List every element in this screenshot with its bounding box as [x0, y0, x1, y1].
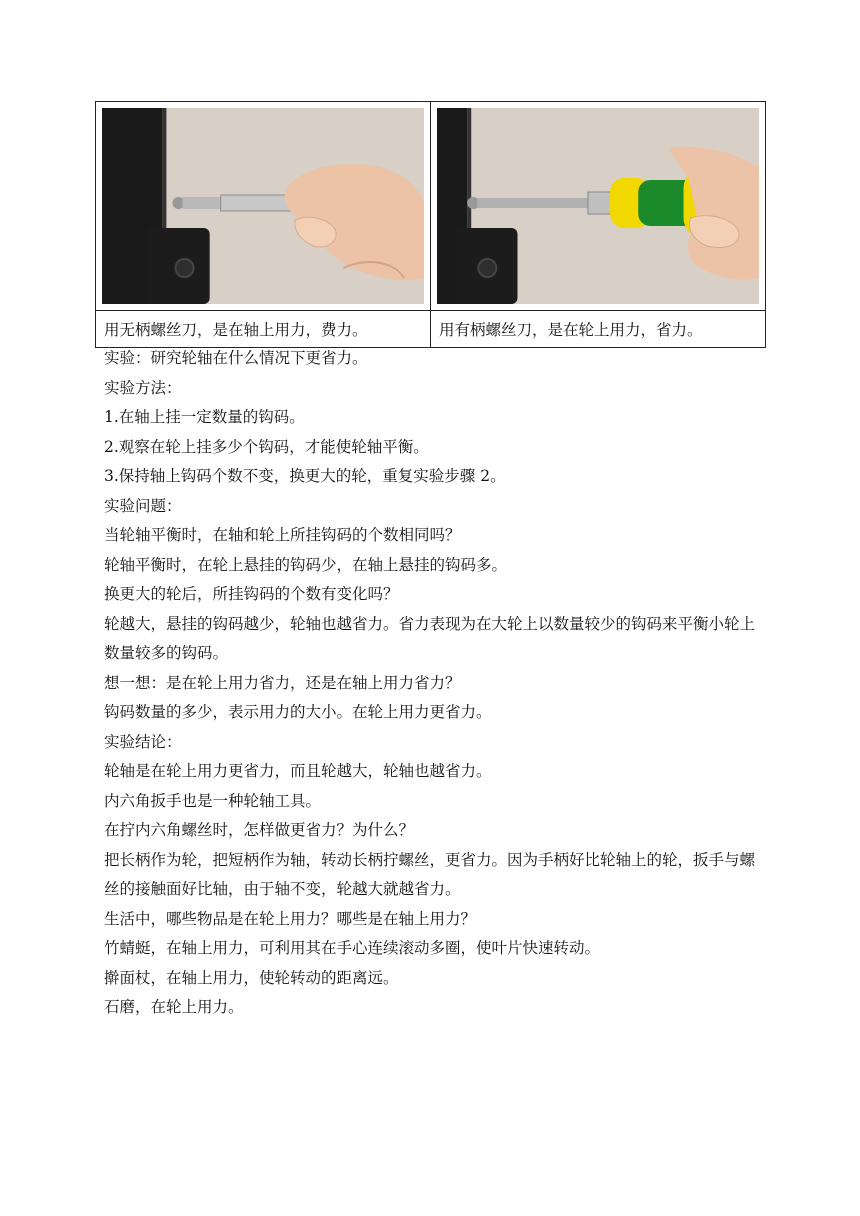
- paragraph: 实验：研究轮轴在什么情况下更省力。: [104, 349, 368, 367]
- paragraph: 钩码数量的多少，表示用力的大小。在轮上用力更省力。: [104, 703, 492, 721]
- paragraph: 轮越大，悬挂的钩码越少，轮轴也越省力。省力表现为在大轮上以数量较少的钩码来平衡小轮上数量较多的钩码。: [104, 614, 756, 662]
- paragraph: 竹蜻蜓，在轴上用力，可利用其在手心连续滚动多圈，使叶片快速转动。: [104, 939, 601, 957]
- paragraph: 生活中，哪些物品是在轮上用力？哪些是在轴上用力？: [104, 909, 477, 928]
- paragraph: 擀面杖，在轴上用力，使轮转动的距离远。: [104, 968, 399, 987]
- screwdriver-with-handle-photo: [437, 108, 759, 304]
- paragraph: 实验问题：: [104, 496, 182, 515]
- paragraph: 轮轴是在轮上用力更省力，而且轮越大，轮轴也越省力。: [104, 762, 492, 780]
- body-text: [104, 344, 760, 1023]
- paragraph: 换更大的轮后，所挂钩码的个数有变化吗？: [104, 585, 399, 603]
- photo-cell-right: [431, 102, 766, 311]
- paragraph: 把长柄作为轮，把短柄作为轴，转动长柄拧螺丝，更省力。因为手柄好比轮轴上的轮，扳手与螺丝的接触面好比轴，由于轴不变，轮越大就越省力。: [104, 850, 756, 898]
- paragraph: 2.观察在轮上挂多少个钩码，才能使轮轴平衡。: [104, 437, 429, 456]
- caption-right: 用有柄螺丝刀，是在轮上用力，省力。: [431, 311, 766, 348]
- paragraph: 当轮轴平衡时，在轴和轮上所挂钩码的个数相同吗？: [104, 526, 461, 544]
- paragraph: 内六角扳手也是一种轮轴工具。: [104, 791, 322, 810]
- paragraph: 想一想：是在轮上用力省力，还是在轴上用力省力？: [104, 673, 461, 692]
- paragraph: 实验结论：: [104, 732, 182, 751]
- photo-cell-left: [96, 102, 431, 311]
- photo-table: [95, 101, 766, 348]
- caption-left: 用无柄螺丝刀，是在轴上用力，费力。: [96, 311, 431, 348]
- screwdriver-without-handle-photo: [102, 108, 424, 304]
- paragraph: 3.保持轴上钩码个数不变，换更大的轮，重复实验步骤 2。: [104, 467, 506, 485]
- paragraph: 1.在轴上挂一定数量的钩码。: [104, 408, 305, 426]
- paragraph: 在拧内六角螺丝时，怎样做更省力？为什么？: [104, 821, 415, 839]
- paragraph: 轮轴平衡时，在轮上悬挂的钩码少，在轴上悬挂的钩码多。: [104, 555, 508, 574]
- paragraph: 石磨，在轮上用力。: [104, 998, 244, 1016]
- paragraph: 实验方法：: [104, 378, 182, 397]
